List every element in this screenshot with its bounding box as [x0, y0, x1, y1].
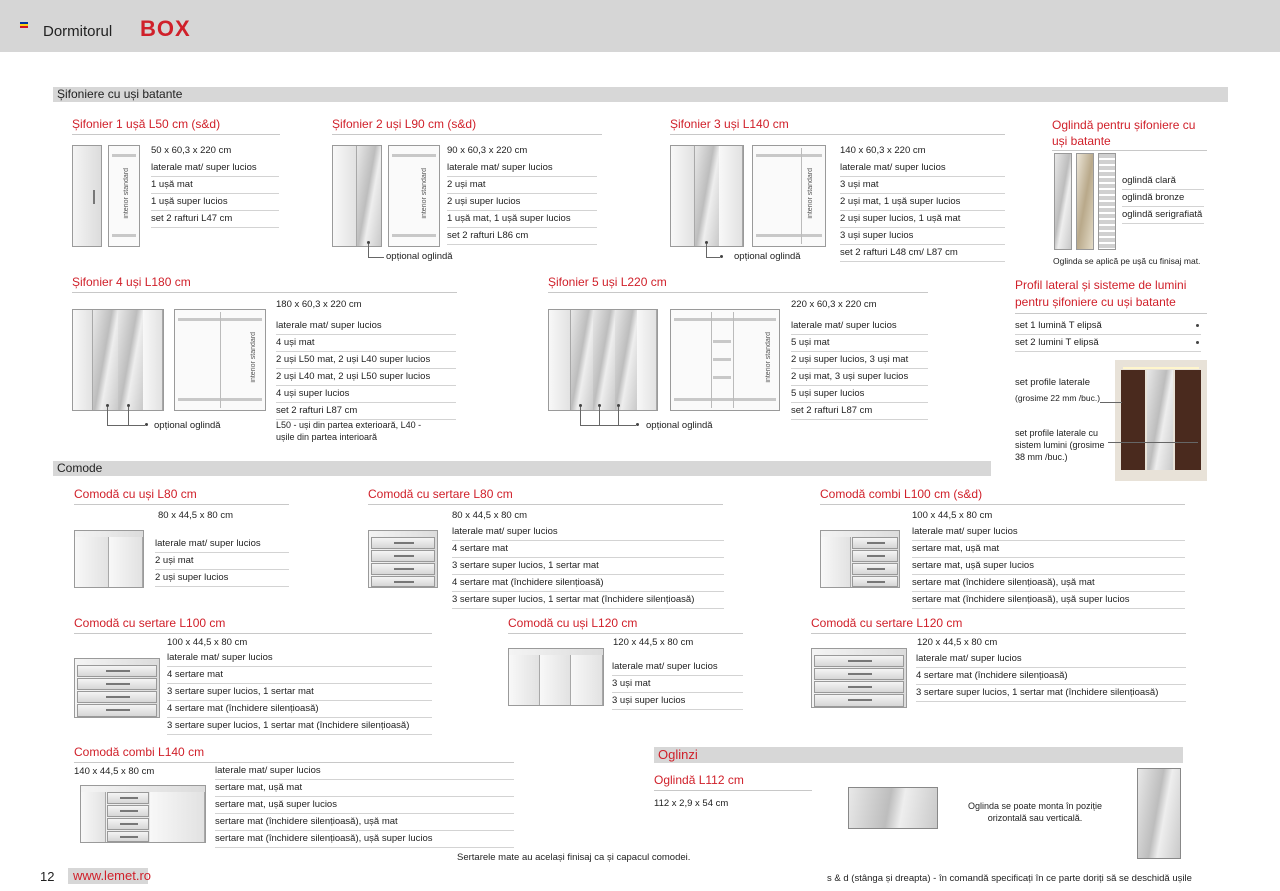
callout-line	[580, 425, 636, 426]
door	[73, 310, 93, 410]
callout-line	[107, 407, 108, 425]
door	[509, 655, 540, 705]
drawer	[107, 818, 149, 830]
handle	[394, 568, 414, 570]
callout-line	[107, 425, 145, 426]
drawer	[852, 537, 898, 549]
wardrobe-5-options	[791, 318, 928, 420]
shelf	[112, 154, 136, 157]
wardrobe-2-option: opțional oglindă	[386, 251, 453, 262]
mirror-door	[357, 146, 381, 246]
shelf	[674, 318, 776, 321]
dresser-1-title: Comodă cu uși L80 cm	[74, 487, 289, 505]
mirror-door	[615, 310, 637, 410]
drawer	[852, 550, 898, 562]
list-item: 1 ușă super lucios	[151, 194, 279, 211]
profile-1-label	[1015, 377, 1100, 404]
shelf	[392, 234, 436, 237]
dresser-7-title: Comodă combi L140 cm	[74, 745, 514, 763]
dresser-2-title: Comodă cu sertare L80 cm	[368, 487, 723, 505]
photo-mirror	[1147, 370, 1173, 470]
callout-line	[618, 407, 619, 425]
callout-line	[1108, 442, 1198, 443]
list-item: 4 sertare mat (închidere silențioasă)	[167, 701, 432, 718]
handle	[120, 810, 138, 812]
list-item: 2 uși mat	[447, 177, 597, 194]
list-item: sertare mat (închidere silențioasă), ușă mat	[215, 814, 514, 831]
list-item: oglindă serigrafiată	[1122, 207, 1204, 224]
handle	[106, 709, 130, 711]
handle	[120, 797, 138, 799]
interior-label: interior standard	[250, 332, 257, 383]
wardrobe-2-title: Șifonier 2 uși L90 cm (s&d)	[332, 117, 602, 135]
list-item: set 2 rafturi L47 cm	[151, 211, 279, 228]
list-item: 2 uși super lucios	[155, 570, 289, 587]
dresser-3-options	[912, 524, 1185, 609]
handle	[106, 670, 130, 672]
divider	[220, 312, 221, 408]
dresser-1-image	[74, 530, 144, 588]
dresser-4-image	[74, 658, 160, 718]
light-marker	[1196, 324, 1199, 327]
mirror-vertical-image	[1137, 768, 1181, 859]
handle	[848, 673, 872, 675]
list-item: 3 sertare super lucios, 1 sertar mat (închidere silențioasă)	[452, 592, 724, 609]
list-item: set 2 lumini T elipsă	[1015, 335, 1201, 352]
shelf	[674, 398, 776, 401]
handle	[394, 555, 414, 557]
divider	[733, 312, 734, 408]
shelf	[392, 154, 436, 157]
mirror-door	[93, 310, 118, 410]
note-line: set profile laterale cu	[1015, 428, 1099, 438]
shelf	[756, 234, 822, 237]
list-item: 4 sertare mat (închidere silențioasă)	[452, 575, 724, 592]
list-item: 4 sertare mat	[452, 541, 724, 558]
list-item: 3 uși mat	[840, 177, 1005, 194]
handle	[848, 660, 872, 662]
wardrobe-1-dims: 50 x 60,3 x 220 cm	[151, 145, 232, 156]
website-link[interactable]: www.lemet.ro	[68, 868, 148, 884]
list-item: sertare mat, ușă mat	[215, 780, 514, 797]
handle	[848, 686, 872, 688]
door	[671, 146, 695, 246]
list-item: sertare mat (închidere silențioasă), ușă mat	[912, 575, 1185, 592]
handle	[120, 836, 138, 838]
shelf	[713, 358, 731, 361]
divider	[1052, 150, 1207, 151]
clear-mirror-swatch	[1054, 153, 1072, 250]
list-item: oglindă clară	[1122, 173, 1204, 190]
wardrobe-4-front	[72, 309, 164, 411]
legend-note: s & d (stânga și dreapta) - în comandă specificați în ce parte doriți să se deschidă ușile	[827, 873, 1192, 884]
dresser-5-dims: 120 x 44,5 x 80 cm	[613, 637, 694, 648]
door	[109, 537, 143, 587]
dresser-3-dims: 100 x 44,5 x 80 cm	[912, 510, 993, 521]
wardrobe-2-options	[447, 160, 597, 245]
list-item: 4 sertare mat (închidere silențioasă)	[916, 668, 1186, 685]
door	[143, 310, 163, 410]
list-item: 2 uși mat, 3 uși super lucios	[791, 369, 928, 386]
list-item: 2 uși super lucios, 3 uși mat	[791, 352, 928, 369]
drawer	[371, 576, 435, 587]
drawer	[814, 694, 904, 707]
header-brand-logo: BOX	[140, 16, 191, 41]
mirror-panel-note: Oglinda se aplică pe ușă cu finisaj mat.	[1053, 256, 1201, 266]
dresser-2-dims: 80 x 44,5 x 80 cm	[452, 510, 527, 521]
list-item: sertare mat, ușă super lucios	[215, 797, 514, 814]
wardrobe-1-front	[72, 145, 102, 247]
wardrobe-5-interior	[670, 309, 780, 411]
flag-stripe-red	[20, 26, 28, 28]
dresser-3-title: Comodă combi L100 cm (s&d)	[820, 487, 1185, 505]
callout-dot	[636, 423, 639, 426]
drawer	[107, 831, 149, 842]
wardrobe-4-option: opțional oglindă	[154, 420, 221, 431]
page-header	[0, 0, 1280, 52]
wardrobe-3-dims: 140 x 60,3 x 220 cm	[840, 145, 926, 156]
list-item: 3 uși mat	[612, 676, 743, 693]
handle	[867, 581, 885, 583]
door	[719, 146, 743, 246]
wardrobe-5-front	[548, 309, 658, 411]
profile-wardrobe-photo	[1115, 360, 1207, 481]
wardrobe-3-interior	[752, 145, 826, 247]
light-marker	[1196, 341, 1199, 344]
list-item: laterale mat/ super lucios	[215, 763, 514, 780]
list-item: 2 uși mat	[155, 553, 289, 570]
list-item: 1 ușă mat, 1 ușă super lucios	[447, 211, 597, 228]
list-item: laterale mat/ super lucios	[151, 160, 279, 177]
dresser-2-image	[368, 530, 438, 588]
dresser-4-dims: 100 x 44,5 x 80 cm	[167, 637, 248, 648]
interior-label: interior standard	[421, 168, 428, 219]
interior-label: interior standard	[123, 168, 130, 219]
dresser-7-options	[215, 763, 514, 848]
drawer	[77, 691, 157, 703]
handle	[120, 823, 138, 825]
list-item: 3 sertare super lucios, 1 sertar mat (închidere silențioasă)	[916, 685, 1186, 702]
mirror-door	[593, 310, 615, 410]
list-item: 3 sertare super lucios, 1 sertar mat	[452, 558, 724, 575]
list-item: 5 uși super lucios	[791, 386, 928, 403]
door	[549, 310, 571, 410]
handle	[848, 699, 872, 701]
mirror-panel-title-line1: Oglindă pentru șifoniere cu	[1052, 118, 1196, 132]
door	[150, 792, 205, 842]
callout-line	[1100, 402, 1122, 403]
drawer	[814, 681, 904, 693]
list-item: 3 sertare super lucios, 1 sertar mat	[167, 684, 432, 701]
list-item: oglindă bronze	[1122, 190, 1204, 207]
handle	[867, 555, 885, 557]
list-item: 4 uși mat	[276, 335, 456, 352]
shelf	[756, 154, 822, 157]
wardrobe-3-title: Șifonier 3 uși L140 cm	[670, 117, 1005, 135]
dresser-5-image	[508, 648, 604, 706]
note-line: (grosime 22 mm /buc.)	[1015, 393, 1101, 403]
list-item: 1 ușă mat	[151, 177, 279, 194]
drawer	[77, 678, 157, 690]
list-item: laterale mat/ super lucios	[912, 524, 1185, 541]
bronze-mirror-swatch	[1076, 153, 1094, 250]
divider	[711, 312, 712, 408]
callout-line	[599, 407, 600, 425]
light-sets	[1015, 318, 1201, 352]
list-item: 3 uși super lucios	[840, 228, 1005, 245]
wardrobe-1-title: Șifonier 1 ușă L50 cm (s&d)	[72, 117, 280, 135]
mirror-door	[118, 310, 143, 410]
list-item: 2 uși L50 mat, 2 uși L40 super lucios	[276, 352, 456, 369]
list-item: sertare mat (închidere silențioasă), ușă super lucios	[912, 592, 1185, 609]
mirror-types	[1122, 173, 1204, 224]
note-line: orizontală sau verticală.	[987, 813, 1083, 823]
note-line: set profile laterale	[1015, 377, 1090, 388]
wardrobe-4-dims: 180 x 60,3 x 220 cm	[276, 299, 362, 310]
door	[540, 655, 571, 705]
handle	[394, 542, 414, 544]
list-item: sertare mat, ușă mat	[912, 541, 1185, 558]
divider	[801, 148, 802, 244]
list-item: 2 uși mat, 1 ușă super lucios	[840, 194, 1005, 211]
list-item: 2 uși L40 mat, 2 uși L50 super lucios	[276, 369, 456, 386]
mirror-panel-title	[1052, 117, 1207, 152]
list-item: 5 uși mat	[791, 335, 928, 352]
dresser-1-dims: 80 x 44,5 x 80 cm	[158, 510, 233, 521]
wardrobe-4-note	[276, 419, 421, 443]
header-title: Dormitorul	[43, 23, 113, 40]
list-item: laterale mat/ super lucios	[447, 160, 597, 177]
dresser-6-dims: 120 x 44,5 x 80 cm	[917, 637, 998, 648]
wardrobe-2-dims: 90 x 60,3 x 220 cm	[447, 145, 528, 156]
door	[571, 655, 603, 705]
door	[821, 537, 851, 587]
dresser-1-options	[155, 536, 289, 587]
list-item: 3 uși super lucios	[612, 693, 743, 710]
door	[81, 792, 106, 842]
drawer	[852, 576, 898, 587]
divider	[1015, 313, 1207, 314]
handle	[106, 683, 130, 685]
mirror-panel-title-line2: uși batante	[1052, 134, 1111, 148]
section-mirrors: Oglinzi	[654, 747, 1183, 763]
page-number: 12	[40, 869, 55, 884]
shelf	[112, 234, 136, 237]
wardrobe-2-interior	[388, 145, 440, 247]
list-item: 3 sertare super lucios, 1 sertar mat (închidere silențioasă)	[167, 718, 432, 735]
callout-line	[368, 257, 384, 258]
drawer	[107, 805, 149, 817]
handle	[394, 581, 414, 583]
list-item: set 2 rafturi L86 cm	[447, 228, 597, 245]
list-item: 4 sertare mat	[167, 667, 432, 684]
profile-panel-title-line1: Profil lateral și sisteme de lumini	[1015, 278, 1187, 292]
note-line: sistem lumini (grosime	[1015, 440, 1105, 450]
dresser-4-options	[167, 650, 432, 735]
drawer	[77, 665, 157, 677]
list-item: set 2 rafturi L87 cm	[791, 403, 928, 420]
drawer	[107, 792, 149, 804]
wardrobe-4-options	[276, 318, 456, 420]
wardrobe-3-options	[840, 160, 1005, 262]
drawer	[852, 563, 898, 575]
wardrobe-3-front	[670, 145, 744, 247]
dresser-7-dims: 140 x 44,5 x 80 cm	[74, 766, 155, 777]
list-item: laterale mat/ super lucios	[452, 524, 724, 541]
callout-dot	[145, 423, 148, 426]
dresser-6-title: Comodă cu sertare L120 cm	[811, 616, 1186, 634]
door	[637, 310, 657, 410]
list-item: laterale mat/ super lucios	[791, 318, 928, 335]
door	[333, 146, 357, 246]
mirror-horizontal-image	[848, 787, 938, 829]
mirror-product-note	[960, 800, 1110, 824]
list-item: laterale mat/ super lucios	[840, 160, 1005, 177]
drawer	[77, 704, 157, 717]
mirror-door	[695, 146, 719, 246]
note-line: Oglinda se poate monta în poziție	[967, 801, 1103, 811]
photo-panel	[1121, 370, 1145, 470]
list-item: 2 uși super lucios	[447, 194, 597, 211]
photo-light	[1123, 367, 1199, 369]
profile-2-label	[1015, 427, 1105, 463]
callout-dot	[720, 255, 723, 258]
list-item: 4 uși super lucios	[276, 386, 456, 403]
wardrobe-4-title: Șifonier 4 uși L180 cm	[72, 275, 457, 293]
dresser-5-title: Comodă cu uși L120 cm	[508, 616, 743, 634]
list-item: 2 uși super lucios, 1 ușă mat	[840, 211, 1005, 228]
wardrobe-1-interior	[108, 145, 140, 247]
drawer	[814, 668, 904, 680]
mirror-product-dims: 112 x 2,9 x 54 cm	[654, 798, 729, 809]
list-item: laterale mat/ super lucios	[276, 318, 456, 335]
handle	[867, 568, 885, 570]
wardrobe-4-interior	[174, 309, 266, 411]
photo-panel	[1175, 370, 1201, 470]
note-line: ușile din partea interioară	[276, 432, 378, 442]
profile-panel-title-line2: pentru șifoniere cu uși batante	[1015, 295, 1176, 309]
list-item: laterale mat/ super lucios	[916, 651, 1186, 668]
shelf	[713, 376, 731, 379]
wardrobe-1-handle	[93, 190, 95, 204]
interior-label: interior standard	[807, 168, 814, 219]
shelf	[713, 340, 731, 343]
patterned-mirror-swatch	[1098, 153, 1116, 250]
list-item: laterale mat/ super lucios	[612, 659, 743, 676]
drawer	[371, 563, 435, 575]
handle	[867, 542, 885, 544]
callout-line	[580, 407, 581, 425]
list-item: laterale mat/ super lucios	[167, 650, 432, 667]
list-item: set 2 rafturi L48 cm/ L87 cm	[840, 245, 1005, 262]
list-item: set 1 lumină T elipsă	[1015, 318, 1201, 335]
wardrobe-2-front	[332, 145, 382, 247]
dresser-footnote: Sertarele mate au același finisaj ca și capacul comodei.	[457, 852, 691, 863]
list-item: sertare mat, ușă super lucios	[912, 558, 1185, 575]
mirror-door	[571, 310, 593, 410]
note-line: 38 mm /buc.)	[1015, 452, 1068, 462]
dresser-6-image	[811, 648, 907, 708]
drawer	[371, 537, 435, 549]
callout-line	[128, 407, 129, 425]
wardrobe-5-option: opțional oglindă	[646, 420, 713, 431]
dresser-2-options	[452, 524, 724, 609]
profile-panel-title	[1015, 277, 1207, 314]
dresser-7-image	[80, 785, 206, 843]
dresser-4-title: Comodă cu sertare L100 cm	[74, 616, 432, 634]
section-dressers: Comode	[53, 461, 991, 476]
door	[75, 537, 109, 587]
drawer	[371, 550, 435, 562]
dresser-3-image	[820, 530, 900, 588]
wardrobe-5-title: Șifonier 5 uși L220 cm	[548, 275, 928, 293]
callout-line	[706, 257, 720, 258]
note-line: L50 - uși din partea exterioară, L40 -	[276, 420, 422, 430]
list-item: laterale mat/ super lucios	[155, 536, 289, 553]
flag-icon	[20, 22, 28, 28]
section-wardrobes: Șifoniere cu uși batante	[53, 87, 1228, 102]
wardrobe-1-options	[151, 160, 279, 228]
list-item: sertare mat (închidere silențioasă), ușă super lucios	[215, 831, 514, 848]
callout-line	[706, 244, 707, 257]
interior-label: interior standard	[765, 332, 772, 383]
handle	[106, 696, 130, 698]
mirror-product-title: Oglindă L112 cm	[654, 773, 812, 791]
callout-line	[368, 244, 369, 257]
wardrobe-5-dims: 220 x 60,3 x 220 cm	[791, 299, 877, 310]
wardrobe-3-option: opțional oglindă	[734, 251, 801, 262]
dresser-6-options	[916, 651, 1186, 702]
dresser-5-options	[612, 659, 743, 710]
list-item: set 2 rafturi L87 cm	[276, 403, 456, 420]
drawer	[814, 655, 904, 667]
